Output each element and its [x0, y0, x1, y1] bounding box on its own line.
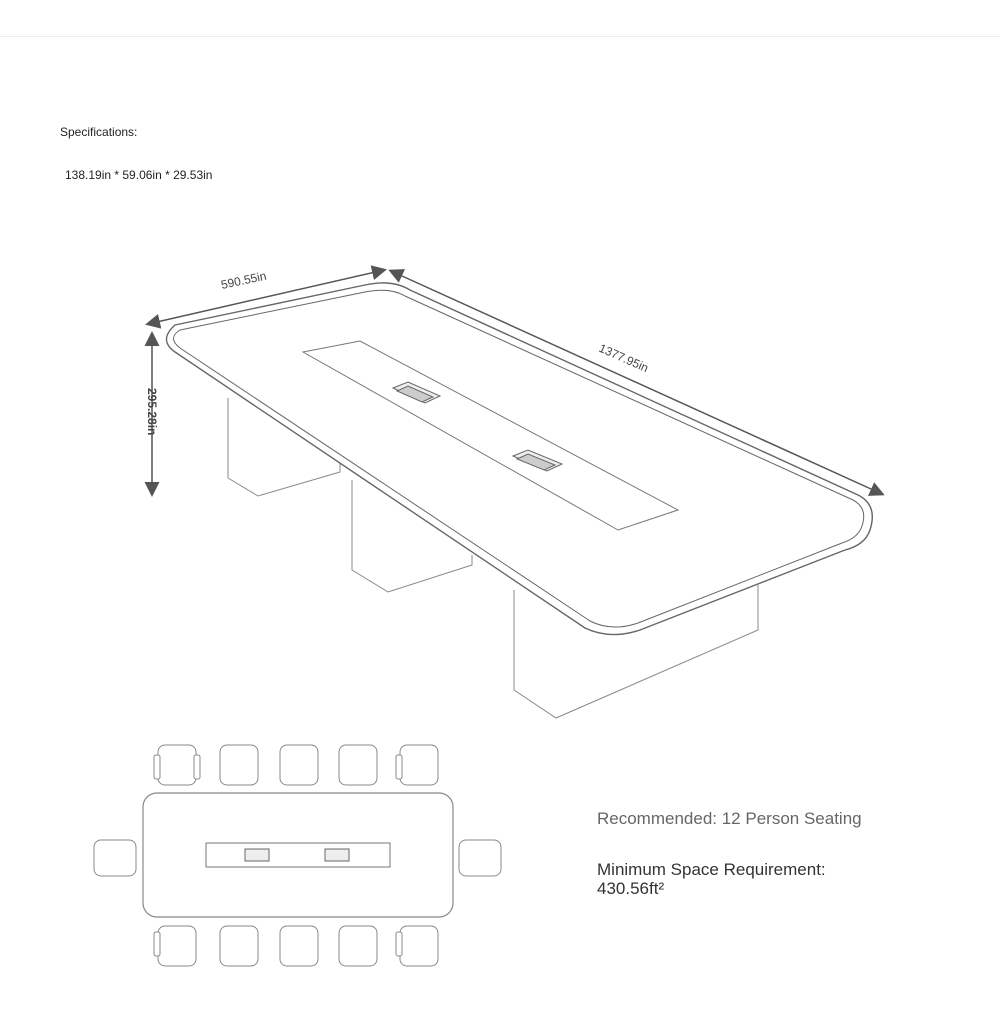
specifications-value: 138.19in * 59.06in * 29.53in [65, 168, 213, 182]
chair-icon [396, 745, 438, 785]
chair-icon [280, 926, 318, 966]
minimum-space-requirement: Minimum Space Requirement: 430.56ft² [597, 860, 826, 898]
chair-icon [94, 840, 136, 876]
chair-icon [154, 926, 196, 966]
chair-icon [220, 926, 258, 966]
plan-power-port-icon [325, 849, 349, 861]
recommended-seating: Recommended: 12 Person Seating [597, 809, 862, 828]
chair-icon [339, 926, 377, 966]
length-dimension-label: 1377.95in [596, 340, 651, 376]
plan-center-tray [206, 843, 390, 867]
chair-icon [154, 745, 200, 785]
width-dimension-label: 590.55in [219, 268, 268, 292]
specifications-label: Specifications: [60, 125, 138, 139]
chair-icon [396, 926, 438, 966]
chair-icon [280, 745, 318, 785]
chair-icon [339, 745, 377, 785]
height-dimension-label: 295.28in [145, 388, 159, 436]
floor-plan [94, 745, 501, 966]
plan-power-port-icon [245, 849, 269, 861]
chair-icon [459, 840, 501, 876]
chair-icon [220, 745, 258, 785]
